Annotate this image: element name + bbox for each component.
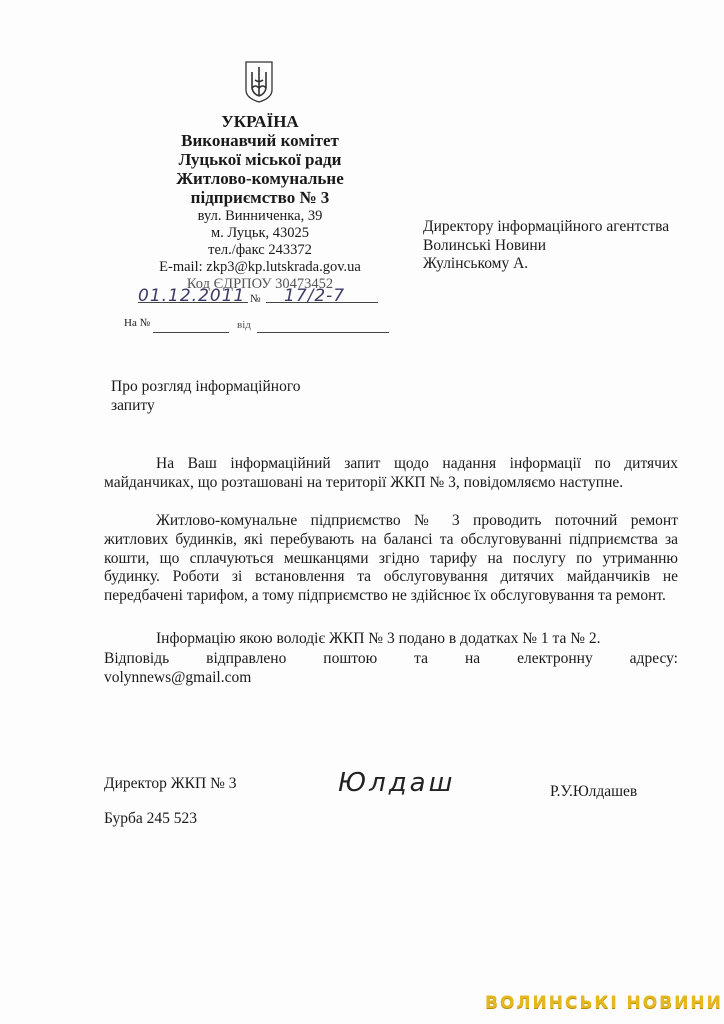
watermark-logo: ВОЛИНСЬКІ НОВИНИ bbox=[485, 993, 723, 1013]
contact-email: volynnews@gmail.com bbox=[104, 669, 252, 686]
body-paragraph-3 bbox=[104, 630, 678, 649]
number-field bbox=[266, 286, 378, 306]
ref-from-label: від bbox=[237, 319, 251, 331]
body-paragraph-1 bbox=[104, 455, 678, 493]
signer-name: Р.У.Юлдашев bbox=[550, 783, 638, 800]
org-line: Виконавчий комітет bbox=[181, 131, 339, 150]
address-line: м. Луцьк, 43025 bbox=[210, 225, 310, 241]
ref-label: На № bbox=[124, 317, 151, 329]
address-line: вул. Винниченка, 39 bbox=[197, 208, 323, 224]
paragraph-text: На Ваш інформаційний запит щодо надання інформації по дитячих майданчиках, що розташовані на території ЖКП № 3, повідомляємо наступне. bbox=[104, 455, 678, 491]
signer-position: Директор ЖКП № 3 bbox=[104, 775, 237, 792]
date-field bbox=[138, 286, 248, 306]
ref-date-field bbox=[257, 316, 389, 333]
trident-coat-of-arms-icon bbox=[243, 60, 275, 104]
recipient-block bbox=[423, 218, 669, 274]
closing-line: Відповідь відправлено поштою та на електронну адресу: bbox=[104, 650, 678, 667]
org-line: Луцької міської ради bbox=[178, 150, 342, 169]
edrpou-code: Код ЄДРПОУ 30473452 bbox=[186, 276, 334, 292]
paragraph-text: Інформацію якою володіє ЖКП № 3 подано в додатках № 1 та № 2. bbox=[156, 630, 601, 647]
recipient-line: Жулінському А. bbox=[423, 255, 529, 272]
org-line: підприємство № 3 bbox=[190, 188, 330, 207]
recipient-line: Директору інформаційного агентства bbox=[423, 218, 670, 235]
subject-line: запиту bbox=[111, 397, 155, 414]
body-paragraph-2 bbox=[104, 512, 678, 606]
executor-contact: Бурба 245 523 bbox=[104, 810, 198, 827]
subject-line: Про розгляд інформаційного bbox=[111, 378, 301, 395]
handwritten-signature: Юлдаш bbox=[338, 768, 456, 798]
number-label: № bbox=[250, 293, 261, 305]
subject-block bbox=[111, 377, 301, 415]
phone-line: тел./факс 243372 bbox=[208, 242, 312, 258]
number-handwritten: 17/2-7 bbox=[284, 286, 346, 306]
org-line: Житлово-комунальне bbox=[176, 169, 344, 188]
date-handwritten: 01.12.2011 bbox=[138, 286, 246, 306]
paragraph-text: Житлово-комунальне підприємство № 3 проводить поточний ремонт житлових будинків, які перебувають на балансі та обслуговуванні підприємства за кошти, що сплачуються мешканцями згідно тарифу на послугу по утриманню будинку. Роботи зі встановлення та обслуговування дитячих майданчиків не передбачені тарифом, а тому підприємство не здійснює їх обслуговування та ремонт. bbox=[104, 512, 678, 605]
country-title: УКРАЇНА bbox=[221, 112, 299, 131]
recipient-line: Волинські Новини bbox=[423, 236, 547, 254]
ref-number-field bbox=[153, 316, 229, 333]
email-line: E-mail: zkp3@kp.lutskrada.gov.ua bbox=[159, 259, 361, 275]
